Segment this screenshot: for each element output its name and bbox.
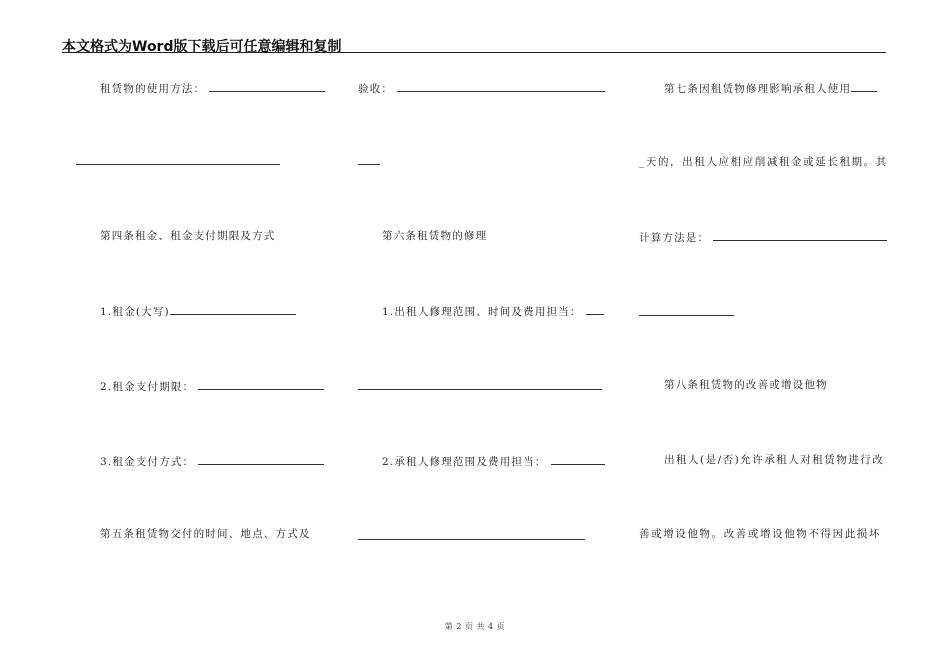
payment-method-blank bbox=[198, 453, 324, 465]
article8-body: 出租人(是/否)允许承租人对租赁物进行改 bbox=[664, 454, 885, 466]
lessor-repair-label: 1.出租人修理范围、时间及费用担当： bbox=[382, 306, 582, 318]
payment-term-line bbox=[100, 378, 324, 394]
acceptance-blank bbox=[397, 80, 605, 92]
payment-method-line bbox=[100, 453, 324, 469]
payment-term-label: 2.租金支付期限： bbox=[100, 381, 195, 393]
usage-method-line bbox=[100, 80, 325, 96]
payment-term-blank bbox=[198, 378, 324, 390]
article7-heading: 第七条因租赁物修理影响承租人使用 bbox=[664, 83, 852, 95]
usage-method-label: 租赁物的使用方法： bbox=[100, 83, 206, 95]
article4-heading: 第四条租金、租金支付期限及方式 bbox=[100, 230, 276, 242]
rent-amount-label: 1.租金(大写) bbox=[100, 306, 170, 318]
lessee-repair-line bbox=[382, 453, 605, 469]
article8-heading: 第八条租赁物的改善或增设他物 bbox=[664, 379, 828, 391]
usage-method-blank bbox=[209, 80, 325, 92]
document-header-title: 本文格式为Word版下载后可任意编辑和复制 bbox=[62, 39, 342, 55]
article5-heading: 第五条租赁物交付的时间、地点、方式及 bbox=[100, 528, 311, 540]
usage-method-continuation-blank bbox=[76, 164, 280, 165]
page-number-footer: 第 2 页 共 4 页 bbox=[444, 622, 506, 631]
article7-continuation: _天的，出租人应相应削减租金或延长租期。其 bbox=[639, 156, 888, 168]
acceptance-line bbox=[358, 80, 605, 96]
lessee-repair-continuation-blank bbox=[358, 539, 585, 540]
calc-method-blank bbox=[713, 229, 887, 241]
acceptance-continuation-blank bbox=[358, 164, 380, 165]
rent-amount-blank bbox=[170, 303, 296, 315]
calc-method-line bbox=[639, 229, 887, 245]
article8-continuation: 善或增设他物。改善或增设他物不得因此损坏 bbox=[639, 528, 881, 540]
article7-line bbox=[664, 80, 877, 96]
payment-method-label: 3.租金支付方式： bbox=[100, 456, 195, 468]
header-divider bbox=[62, 52, 886, 53]
calc-method-label: 计算方法是： bbox=[639, 232, 710, 244]
article6-heading: 第六条租赁物的修理 bbox=[382, 230, 488, 242]
article7-days-blank bbox=[851, 80, 877, 92]
rent-amount-line bbox=[100, 303, 296, 319]
lessor-repair-blank bbox=[586, 303, 604, 315]
lessor-repair-line bbox=[382, 303, 604, 319]
lessor-repair-continuation-blank bbox=[358, 389, 602, 390]
acceptance-label: 验收： bbox=[358, 83, 394, 95]
lessee-repair-label: 2.承租人修理范围及费用担当： bbox=[382, 456, 547, 468]
lessee-repair-blank bbox=[551, 453, 605, 465]
calc-method-continuation-blank bbox=[639, 315, 734, 316]
